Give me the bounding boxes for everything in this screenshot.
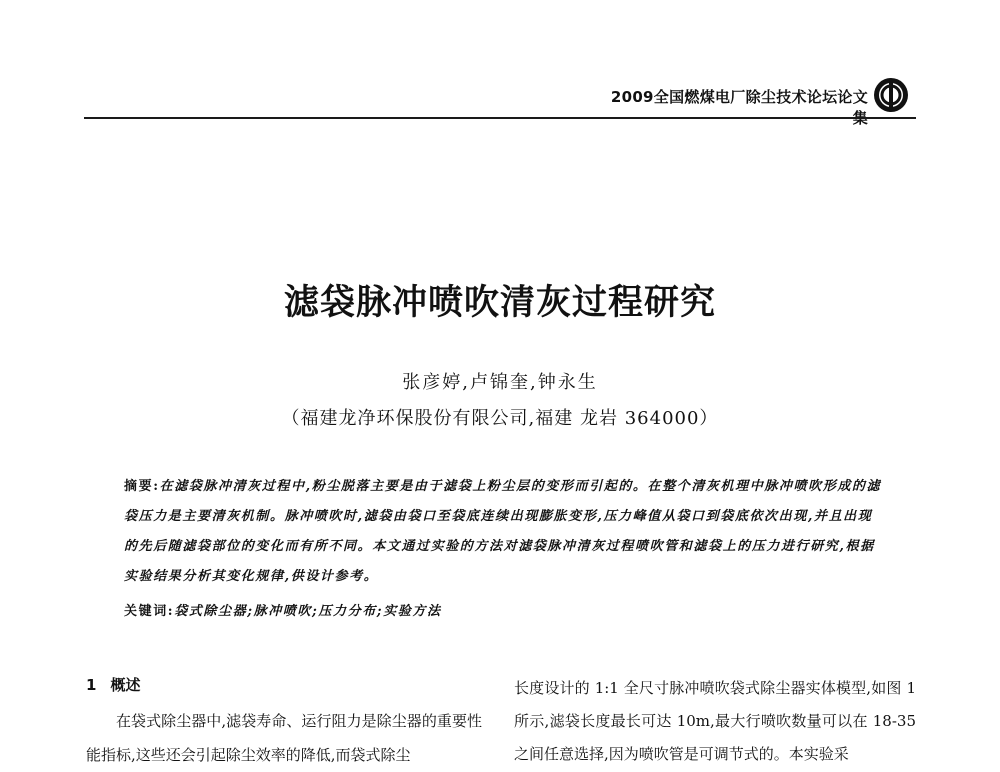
body-column-right: 长度设计的 1:1 全尺寸脉冲喷吹袋式除尘器实体模型,如图 1 所示,滤袋长度最长可达 10m,最大行喷吹数量可以在 18-35 之间任意选择,因为喷吹管是可调节式的。本实验采 [514,679,916,763]
abstract-label: 摘要: [124,479,160,494]
section-heading [86,674,140,695]
body-column-left: 在袋式除尘器中,滤袋寿命、运行阻力是除尘器的重要性能指标,这些还会引起除尘效率的降低,而袋式除尘 [86,712,482,764]
running-header: 2009全国燃煤电厂除尘技术论坛论文集 [610,88,868,127]
paper-affiliation: （福建龙净环保股份有限公司,福建 龙岩 364000） [281,408,719,429]
section-number: 1 [86,676,97,694]
keywords [124,600,884,619]
paper-authors: 张彦婷,卢锦奎,钟永生 [402,372,598,393]
abstract-text: 在滤袋脉冲清灰过程中,粉尘脱落主要是由于滤袋上粉尘层的变形而引起的。在整个清灰机理中脉冲喷吹形成的滤袋压力是主要清灰机制。脉冲喷吹时,滤袋由袋口至袋底连续出现膨胀变形,压力峰值从袋口到袋底依次出现,并且出现的先后随滤袋部位的变化而有所不同。本文通过实验的方法对滤袋脉冲清灰过程喷吹管和滤袋上的压力进行研究,根据实验结果分析其变化规律,供设计参考。 [124,479,882,584]
paper-title: 滤袋脉冲喷吹清灰过程研究 [283,283,716,323]
publisher-logo [872,76,910,114]
section-title: 概述 [110,676,141,694]
keywords-text: 袋式除尘器;脉冲喷吹;压力分布;实验方法 [174,604,442,619]
header-rule [84,117,916,119]
keywords-label: 关键词: [124,604,175,619]
abstract [124,472,884,592]
